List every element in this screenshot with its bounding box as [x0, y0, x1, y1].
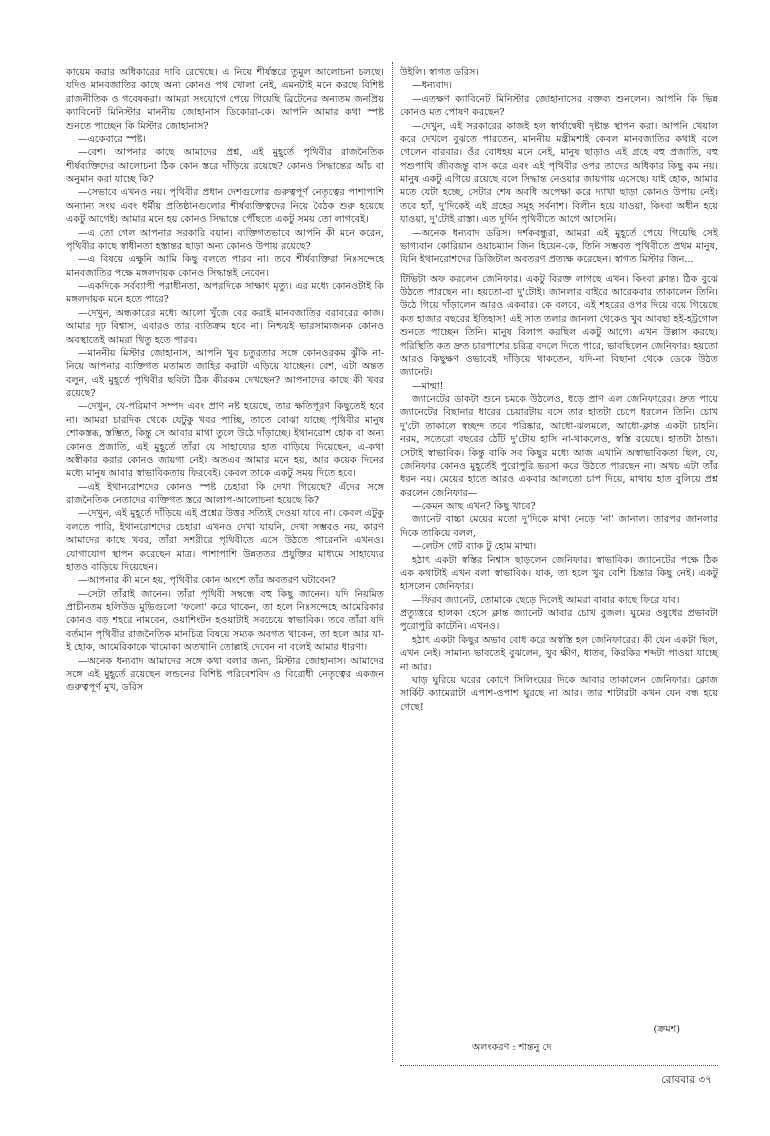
- paragraph: —ধন্যবাদ।: [412, 80, 453, 92]
- paragraph: —দেখুন, অন্ধকারের মধ্যে আলো খুঁজে বের করাই মানবজাতির বরাবরের কাজ। আমার দৃঢ় বিশ্বাস, এবারও তার ব্যতিক্রম হবে না। নিশ্চয়ই ভারসাম্যজনক কোনও অবস্থাতেই আমরা থিতু হতে পারব।: [66, 307, 384, 346]
- illustration-credit: অলংকরণ : শান্তনু দে: [472, 1042, 552, 1053]
- paragraph: —অনেক ধন্যবাদ ডরিস। দর্শকবন্ধুরা, আমরা এই মুহূর্তে পেয়ে গিয়েছি সেই ভাগ্যবান কোরিয়ান ওয়াচম্যান জিন হিয়েন-কে, তিনি সম্ভবত পৃথিবীতে প্রথম মানুষ, যিনি ইথানরোশদের ডিজিটাল অবতরণ প্রত্যক্ষ করেছেন। স্বাগত মিস্টার জিন...: [400, 227, 718, 266]
- paragraph: —সেটা তাঁরাই জানেন। তাঁরা পৃথিবী সম্বন্ধে বহু কিছু জানেন। যদি নিয়মিত প্রাচীনতম হলিউড মুভিগুলো 'ফলো' করে থাকেন, তা হলে নিঃসন্দেহে আমেরিকার কোনও বড় শহরে নামবেন, ওয়াশিংটন হওয়াটাই সবচেয়ে স্বাভাবিক। তবে তাঁরা যদি বর্তমান পৃথিবীর রাজনৈতিক মানচিত্র বিষয়ে সম্যক অবগত থাকেন, তা হলে আর যা-ই হোক, আমেরিকাকে খামোকা অতখানি তোল্লাই দেবেন না বলেই আমার ধারণা।: [66, 588, 384, 654]
- paragraph: জ্যানেটের ডাকটা শুনে চমকে উঠলেও, ধড়ে প্রাণ এল জেনিফারের। দ্রুত পায়ে জ্যানেটের বিছানার ধারের চেয়ারটায় বসে তার হাতটা চেপে ধরলেন তিনি। চোখ দু'টো তাকালে স্বচ্ছন্দ তবে পরিষ্কার, আধো-ঝলমলে, আধো-ক্লান্ত একটা চাহনি। নরম, সতেরো বছরের ঠোঁট দু'টোয় হাসি না-থাকলেও, স্বস্তি রয়েছে। হাতটা ঠান্ডা। সেটাই স্বাভাবিক। কিন্তু বাকি সব কিছুর মধ্যে আজ এখানি অস্বাভাবিকতা ছিল, যে, জেনিফার কোনও মুহূর্তেই পুরোপুরি ভরসা করে উঠতে পারছেন না। অথচ এটা তাঁর ধরন নয়। মেয়ের হাতে আরও একবার আলতো চাপ দিয়ে, মাথায় হাত বুলিয়ে প্রশ্ন করলেন জেনিফার—: [400, 394, 718, 499]
- paragraph: হঠাৎ একটা কিছুর অভাব বোধ করে অস্বস্তি হল জেনিফারের। কী যেন একটা ছিল, এখন নেই। সামান্য ভাবতেই বুঝলেন, খুব ক্ষীণ, ধাতব, কিরকির শব্দটা পাওয়া যাচ্ছে না আর।: [400, 634, 718, 673]
- paragraph: কায়েম করার অধিকারের দাবি রেখেছে। এ নিয়ে শীর্ষস্তরে তুমুল আলোচনা চলছে। যদিও মানবজাতির কাছে অন্য কোনও পথ খোলা নেই, এমনটাই মনে করছে বিশিষ্ট রাজনীতিক ও গবেষকরা। আমরা সংযোগে পেয়ে গিয়েছি ব্রিটেনের অন্যতম জনপ্রিয় ক্যাবিনেট মিনিস্টার মাননীয় জোহানাস ডিকোরা-কে। আপনি আমার কথা স্পষ্ট শুনতে পাচ্ছেন কি মিস্টার জোহানাস?: [66, 67, 384, 132]
- paragraph: —কেমন আছ এখন? কিছু খাবে?: [412, 501, 536, 512]
- paragraph: —সেভাবে এখনও নয়। পৃথিবীর প্রধান দেশগুলোর গুরুত্বপূর্ণ নেতৃত্বের পাশাপাশি অন্যান্য সংঘ এবং ধর্মীয় প্রতিষ্ঠানগুলোর শীর্ষব্যক্তিত্বদের নিয়ে বৈঠক শুরু হয়েছে একটু আগেই। আমার মনে হয় কোনও সিদ্ধান্তে পৌঁছতে একটু সময় তো লাগবেই।: [66, 187, 384, 226]
- paragraph: —এ তো গেল আপনার সরকারি বয়ান। ব্যক্তিগতভাবে আপনি কী মনে করেন, পৃথিবীর কাছে স্বাধীনতা হস্তান্তর ছাড়া অন্য কোনও উপায় রয়েছে?: [66, 227, 384, 252]
- paragraph: উইলি। স্বাগত ডরিস।: [400, 67, 479, 78]
- continued-label: (ক্রমশ): [653, 1024, 680, 1035]
- left-column: [66, 66, 384, 695]
- paragraph: টিভিটা অফ করলেন জেনিফার। একটু বিরক্ত লাগছে এখন। কিংবা ক্লান্ত। ঠিক বুঝে উঠতে পারছেন না। হয়তো-বা দু'টোই। জানলার বাইরে আরেকবার তাকালেন তিনি। উঠে গিয়ে দাঁড়ালেন আরও একবার। কে বলবে, এই শহরের ওপর দিয়ে বয়ে গিয়েছে কত হাজার বছরের ইতিহাস! এই সাত তলার জানলা থেকেও খুব আবছা হই-হট্টগোল শুনতে পাচ্ছেন তিনি। মানুষ বিলাপ করছিল একটু আগে। এখন উল্লাস করছে। পরিস্থিতি কত দ্রুত চারপাশের চরিত্র বদলে দিতে পারে, ভাবছিলেন জেনিফার। হয়তো আরও কিছুক্ষণ ওভাবেই দাঁড়িয়ে থাকতেন, যদি-না বিছানা থেকে ডেকে উঠত জ্যানেট।: [400, 273, 718, 379]
- paragraph: —দেখুন, যে-পরিমাণ সম্পদ এবং প্রাণ নষ্ট হয়েছে, তার ক্ষতিপূরণ কিছুতেই হবে না। আমরা চারদিক থেকে যেটুকু খবর পাচ্ছি, তাতে বোঝা যাচ্ছে পৃথিবীর মানুষ শোকস্তব্ধ, স্তম্ভিত, কিন্তু সে আবার মাথা তুলে উঠে দাঁড়াচ্ছে। ইথানরোশ হোক বা অন্য কোনও প্রজাতি, এই মুহূর্তে তাঁরা যে সাহায্যের হাত বাড়িয়ে দিয়েছেন, এ-কথা অস্বীকার করার কোনও জায়গা নেই। অতএব আমার মনে হয়, আর কয়েক দিনের মধ্যে মানুষ আবার স্বাভাবিকতায় ফিরবেই। কেবল তাকে একটু সময় দিতে হবে।: [66, 401, 384, 480]
- paragraph: —এই ইথানরোশদের কোনও স্পষ্ট চেহারা কি দেখা গিয়েছে? এঁদের সঙ্গে রাজনৈতিক নেতাদের ব্যক্তিগত স্তরে আলাপ-আলোচনা হয়েছে কি?: [66, 481, 384, 506]
- column-divider: [392, 62, 393, 1062]
- paragraph: ঘাড় ঘুরিয়ে ঘরের কোণে সিলিংয়ের দিকে আবার তাকালেন জেনিফার। ক্লোজ সার্কিট ক্যামেরাটা এপাশ-ওপাশ ঘুরছে না আর। তার শাটারটা কখন যেন বন্ধ হয়ে গেছে!: [400, 674, 718, 713]
- page-folio: রোববার ৩৭: [661, 1074, 712, 1086]
- paragraph: প্রত্যুত্তরে হালকা হেসে ক্লান্ত জ্যানেট আবার চোখ বুজল। ঘুমের ওষুধের প্রভাবটা পুরোপুরি কাটেনি। এখনও।: [400, 608, 718, 633]
- paragraph: —বেশ। আপনার কাছে আমাদের প্রশ্ন, এই মুহূর্তে পৃথিবীর রাজনৈতিক শীর্ষব্যক্তিদের আলোচনা ঠিক কোন স্তরে দাঁড়িয়ে রয়েছে? কোনও সিদ্ধান্তের আঁচ বা অনুমান করা যাচ্ছে কি?: [66, 147, 384, 185]
- paragraph: —অনেক ধন্যবাদ আমাদের সঙ্গে কথা বলার জন্য, মিস্টার জোহানাস। আমাদের সঙ্গে এই মুহূর্তে রয়েছেন লন্ডনের বিশিষ্ট পরিবেশবিদ ও বিরোধী নেতৃত্বের একজন গুরুত্বপূর্ণ মুখ, ডরিস: [66, 655, 384, 694]
- paragraph: —একদিকে সর্বব্যাপী পরাধীনতা, অপরদিকে সাক্ষাৎ মৃত্যু। এর মধ্যে কোনওটাই কি মঙ্গলদায়ক মনে হতে পারে?: [66, 281, 384, 306]
- paragraph: —এ বিষয়ে এক্ষুনি আমি কিছু বলতে পারব না। তবে শীর্ষব্যক্তিরা নিঃসন্দেহে মানবজাতির পক্ষে মঙ্গলদায়ক কোনও সিদ্ধান্তই নেবেন।: [66, 254, 384, 279]
- paragraph: —মাম্মা!: [412, 380, 444, 392]
- paragraph: —দেখুন, এই মুহূর্তে দাঁড়িয়ে এই প্রশ্নের উত্তর সত্যিই দেওয়া যাবে না। কেবল এটুকু বলতে পারি, ইথানরোশদের চেহারা এখনও দেখা যায়নি, দেখা সম্ভবও নয়, কারণ আমাদের কাছে খবর, তাঁরা সশরীরে পৃথিবীতে এসে উঠতে পারেননি এখনও। যোগাযোগ স্থাপন করেছেন মাত্র। পাশাপাশি উন্নততর প্রযুক্তির মাধ্যমে সাহায্যের হাতও বাড়িয়ে দিয়েছেন।: [66, 508, 384, 573]
- paragraph: —মাননীয় মিস্টার জোহানাস, আপনি খুব চতুরতার সঙ্গে কোনওরকম ঝুঁকি না-নিয়ে আপনার ব্যক্তিগত মতামত জাহির করাটা এড়িয়ে যাচ্ছেন। বেশ, এটা অন্তত বলুন, এই মুহূর্তে পৃথিবীর ছবিটা ঠিক কীরকম দেখছেন? আপনাদের কাছে কী খবর রয়েছে?: [66, 347, 384, 399]
- paragraph: —লেটস গেট ব্যাক টু হোম মাম্মা।: [412, 541, 537, 553]
- paragraph: —একেবারে স্পষ্ট।: [78, 133, 146, 145]
- right-column: [400, 66, 718, 714]
- footer-rule: [400, 1065, 718, 1066]
- paragraph: হঠাৎ একটা স্বস্তির নিশ্বাস ছাড়লেন জেনিফার। স্বাভাবিক। জ্যানেটের পক্ষে ঠিক এক কথাটাই এখন বলা স্বাভাবিক। যাক, তা হলে খুব বেশি চিন্তার কিছু নেই। একটু হাসলেন জেনিফার।: [400, 554, 718, 593]
- paragraph: —ফিরব জ্যানেট, তোমাকে ছেড়ে দিলেই আমরা বাবার কাছে ফিরে যাব।: [412, 594, 680, 606]
- paragraph: জ্যানেট বাচ্চা মেয়ের মতো দু'দিকে মাথা নেড়ে 'না' জানাল। তারপর জানলার দিকে তাকিয়ে বলল,: [400, 514, 718, 539]
- paragraph: —এতক্ষণ ক্যাবিনেট মিনিস্টার জোহানাসের বক্তব্য শুনলেন। আপনি কি ভিন্ন কোনও মত পোষণ করছেন?: [400, 93, 718, 119]
- paragraph: —দেখুন, এই সরকারের কাজই হল স্বার্থান্বেষী দৃষ্টান্ত স্থাপন করা। আপনি খেয়াল করে দেখলে বুঝতে পারতেন, মাননীয় মন্ত্রীমশাই কেবল মানবজাতির কথাই বলে গেলেন বারবার। ওঁর বোধহয় মনে নেই, মানুষ ছাড়াও এই গ্রহে বহু প্রজাতি, বহু পশুপাখি জীবজন্তু বাস করে এবং এই পৃথিবীর ওপর তাদের অধিকার কিছু কম নয়। মানুষ একটু এগিয়ে রয়েছে বলে সিদ্ধান্ত নেওয়ার জায়গায় এসেছে। যাই হোক, আমার মতে যেটা হচ্ছে, সেটার শেষ অবধি অপেক্ষা করে দ্যাখা ছাড়া কোনও উপায় নেই। তবে হ্যাঁ, দু'দিকেই এই গ্রহের সমূহ সর্বনাশ। বিলীন হয়ে যাওয়া, কিংবা অধীন হয়ে যাওয়া, দু'টোই রাস্তা। এত দুর্দিন পৃথিবীতে আগে আসেনি।: [400, 120, 718, 226]
- paragraph: —আপনার কী মনে হয়, পৃথিবীর কোন অংশে তাঁর অবতরণ ঘটাবেন?: [78, 575, 336, 587]
